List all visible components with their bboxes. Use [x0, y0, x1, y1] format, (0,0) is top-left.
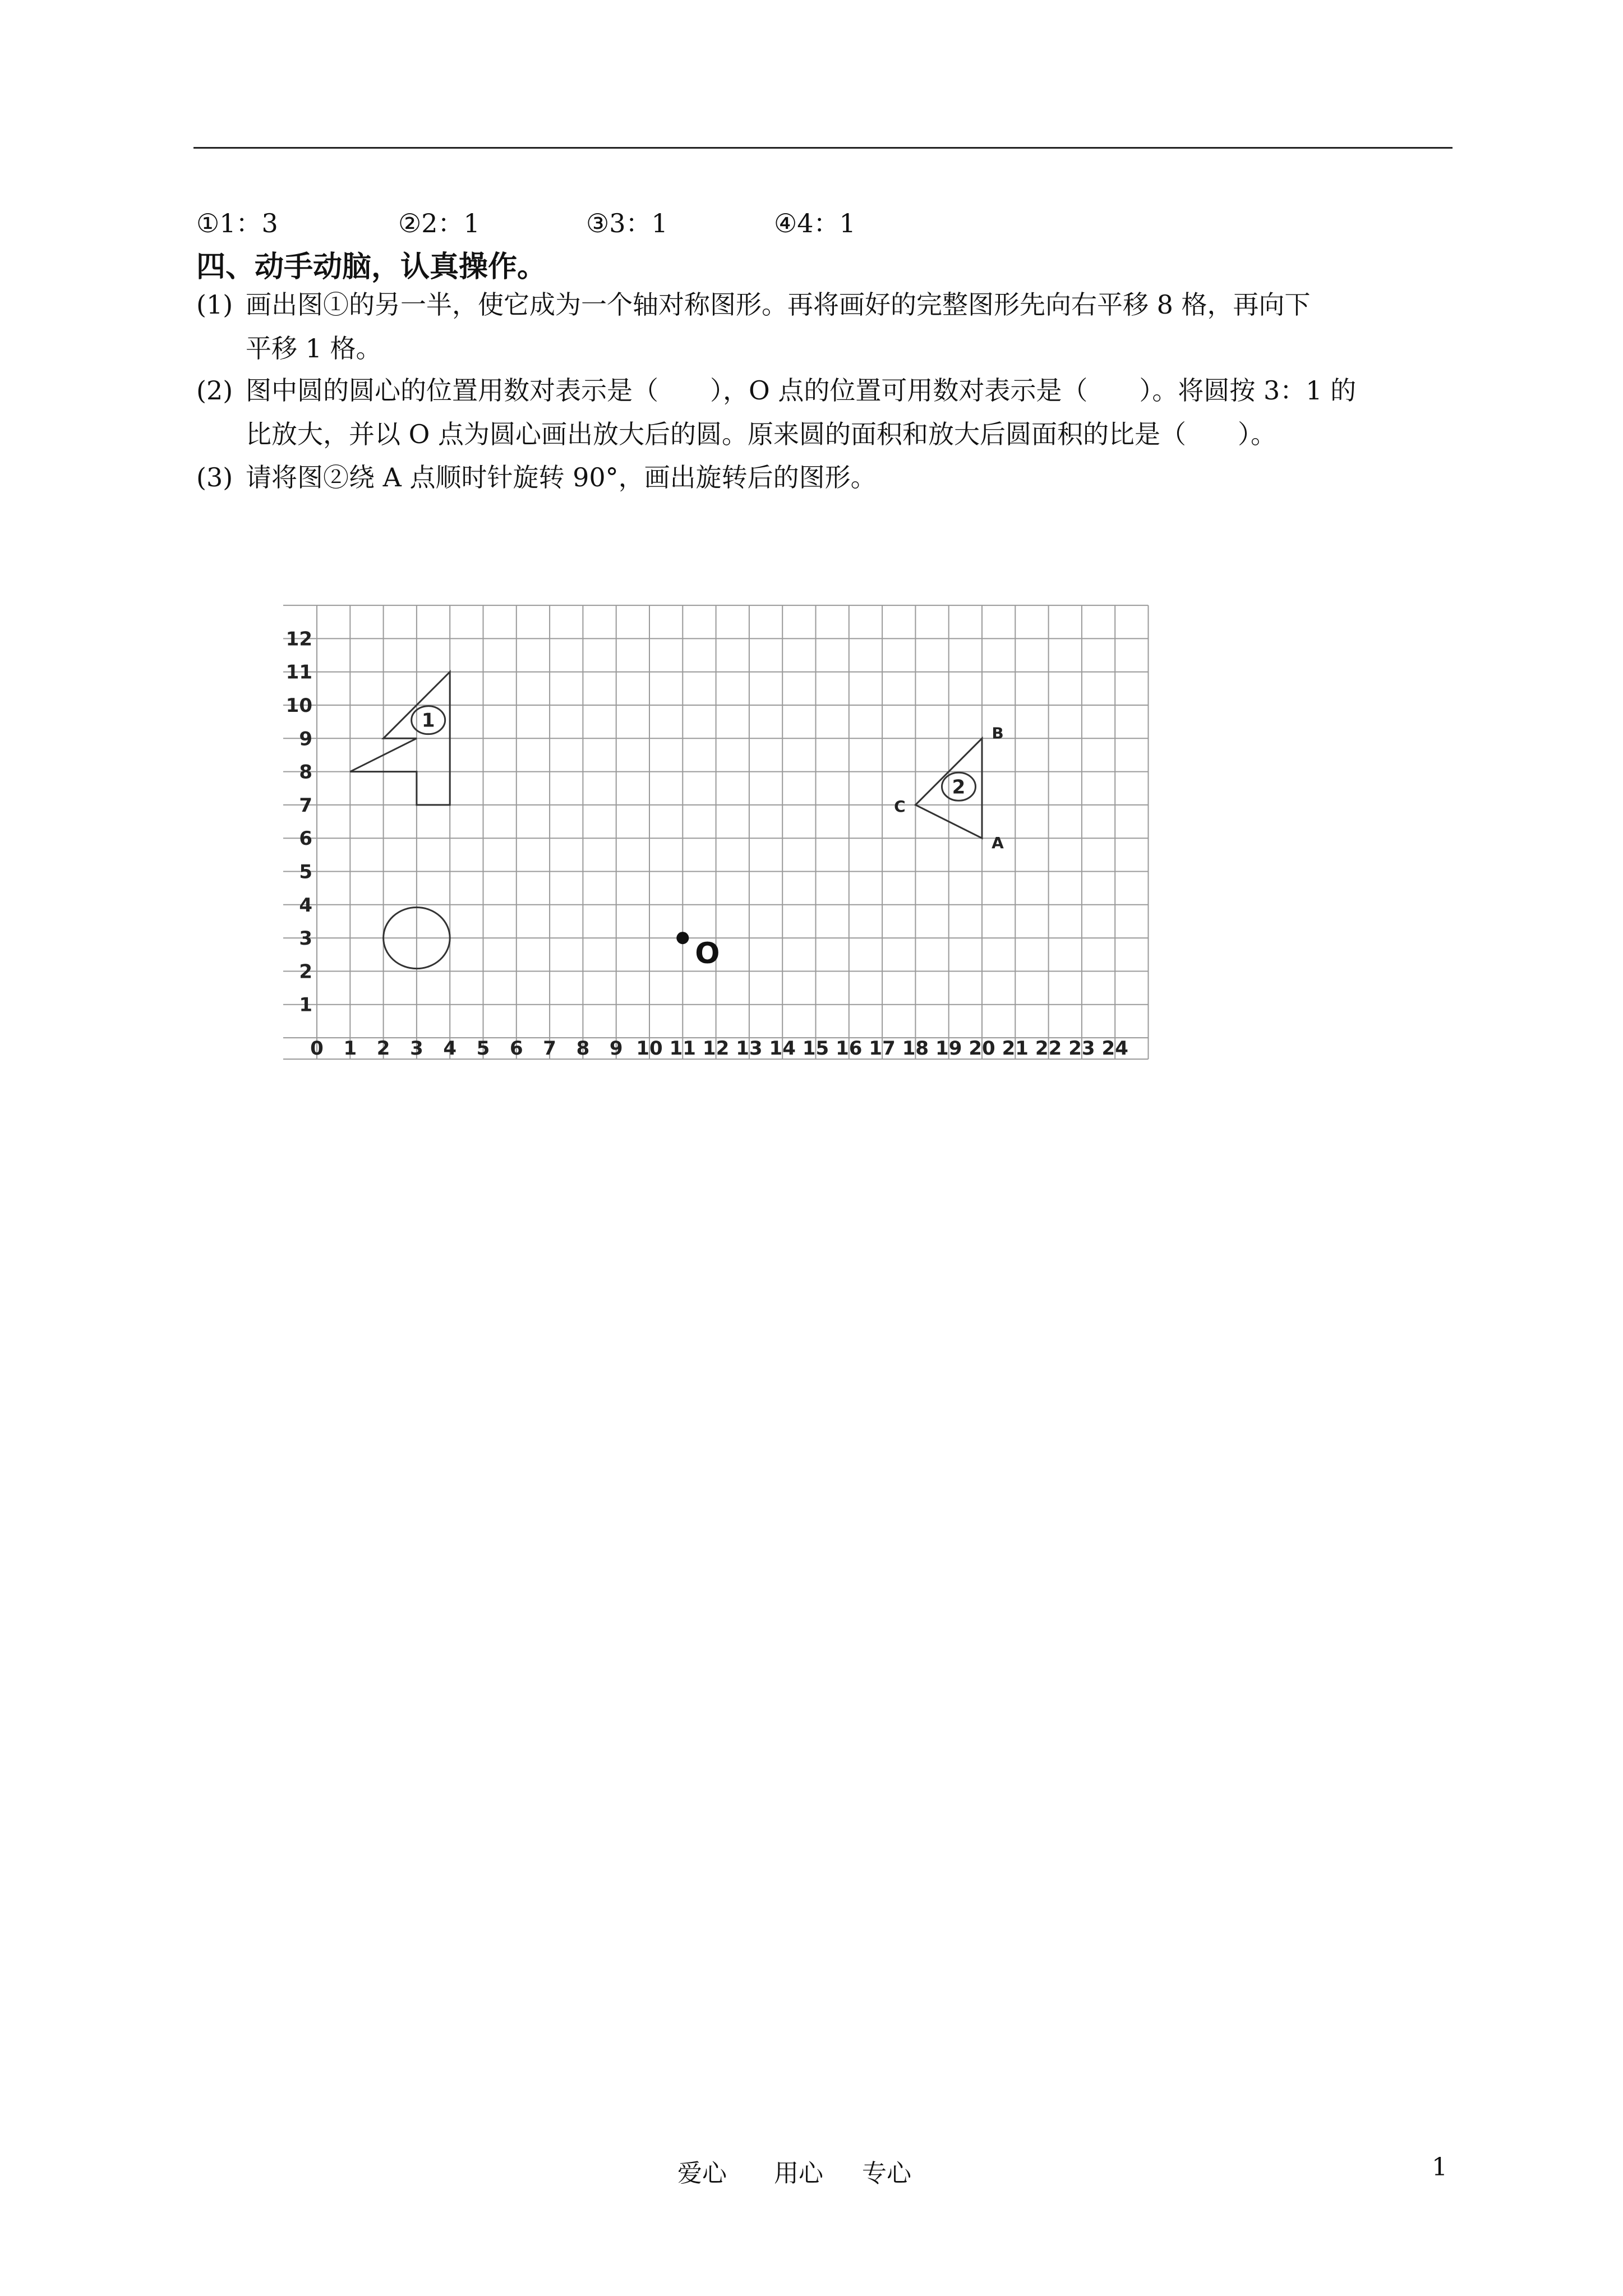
y-axis-label: 3 — [299, 927, 312, 950]
x-axis-label: 23 — [1068, 1037, 1095, 1060]
y-axis-label: 1 — [299, 993, 312, 1016]
y-axis-label: 12 — [285, 628, 312, 651]
question-3-text: 请将图②绕 A 点顺时针旋转 90°，画出旋转后的图形。 — [246, 462, 877, 493]
option-3: ③3：1 — [586, 208, 668, 238]
point-o-label: O — [695, 937, 720, 971]
footer-word-3: 专心 — [862, 2159, 911, 2188]
x-axis-label: 4 — [443, 1037, 457, 1060]
question-1-text-cont: 平移 1 格。 — [246, 333, 382, 364]
x-axis-label: 15 — [802, 1037, 829, 1060]
question-2-text: 图中圆的圆心的位置用数对表示是（ ），O 点的位置可用数对表示是（ ）。将圆按 3：1 的 — [246, 375, 1357, 406]
coordinate-grid — [275, 628, 1178, 1105]
x-axis-label: 16 — [836, 1037, 863, 1060]
y-axis-label: 10 — [285, 694, 312, 717]
footer-word-2: 用心 — [774, 2159, 823, 2188]
x-axis-label: 13 — [736, 1037, 763, 1060]
x-axis-label: 9 — [609, 1037, 623, 1060]
vertex-label: C — [894, 797, 906, 816]
figure-2-label: 2 — [952, 776, 966, 799]
x-axis-label: 19 — [935, 1037, 962, 1060]
question-1-text: 画出图①的另一半，使它成为一个轴对称图形。再将画好的完整图形先向右平移 8 格，再向下 — [246, 289, 1311, 320]
x-axis-label: 10 — [636, 1037, 663, 1060]
x-axis-label: 5 — [476, 1037, 490, 1060]
point-o-dot — [676, 932, 689, 944]
x-axis-label: 7 — [543, 1037, 556, 1060]
x-axis-label: 17 — [869, 1037, 896, 1060]
section-title: 四、动手动脑，认真操作。 — [196, 250, 547, 284]
x-axis-label: 20 — [969, 1037, 995, 1060]
footer-word-1: 爱心 — [677, 2159, 727, 2188]
page-number: 1 — [1432, 2153, 1447, 2182]
y-axis-label: 8 — [299, 761, 312, 784]
header-rule — [193, 147, 1453, 149]
x-axis-label: 11 — [669, 1037, 696, 1060]
x-axis-label: 0 — [310, 1037, 324, 1060]
x-axis-label: 22 — [1035, 1037, 1062, 1060]
question-3-number: (3) — [196, 462, 233, 493]
x-axis-label: 3 — [410, 1037, 423, 1060]
y-axis-label: 4 — [299, 894, 312, 917]
question-2-text-cont: 比放大，并以 O 点为圆心画出放大后的圆。原来圆的面积和放大后圆面积的比是（ ）。 — [246, 419, 1276, 449]
grid-svg — [275, 628, 1178, 1105]
vertex-label: B — [992, 724, 1004, 743]
question-2-number: (2) — [196, 375, 233, 406]
x-axis-label: 14 — [769, 1037, 796, 1060]
y-axis-label: 5 — [299, 861, 312, 884]
x-axis-label: 18 — [902, 1037, 929, 1060]
option-2: ②2：1 — [398, 208, 480, 238]
option-4: ④4：1 — [774, 208, 856, 238]
y-axis-label: 11 — [285, 661, 312, 684]
x-axis-label: 6 — [509, 1037, 523, 1060]
y-axis-label: 6 — [299, 827, 312, 850]
y-axis-label: 9 — [299, 728, 312, 751]
x-axis-label: 21 — [1002, 1037, 1029, 1060]
x-axis-label: 2 — [376, 1037, 390, 1060]
x-axis-label: 8 — [576, 1037, 590, 1060]
x-axis-label: 1 — [343, 1037, 357, 1060]
question-1-number: (1) — [196, 289, 233, 320]
x-axis-label: 24 — [1101, 1037, 1128, 1060]
figure-1-label: 1 — [421, 709, 435, 732]
x-axis-label: 12 — [702, 1037, 730, 1060]
option-1: ①1：3 — [196, 208, 278, 238]
y-axis-label: 7 — [299, 794, 312, 817]
y-axis-label: 2 — [299, 960, 312, 983]
vertex-label: A — [992, 834, 1004, 853]
